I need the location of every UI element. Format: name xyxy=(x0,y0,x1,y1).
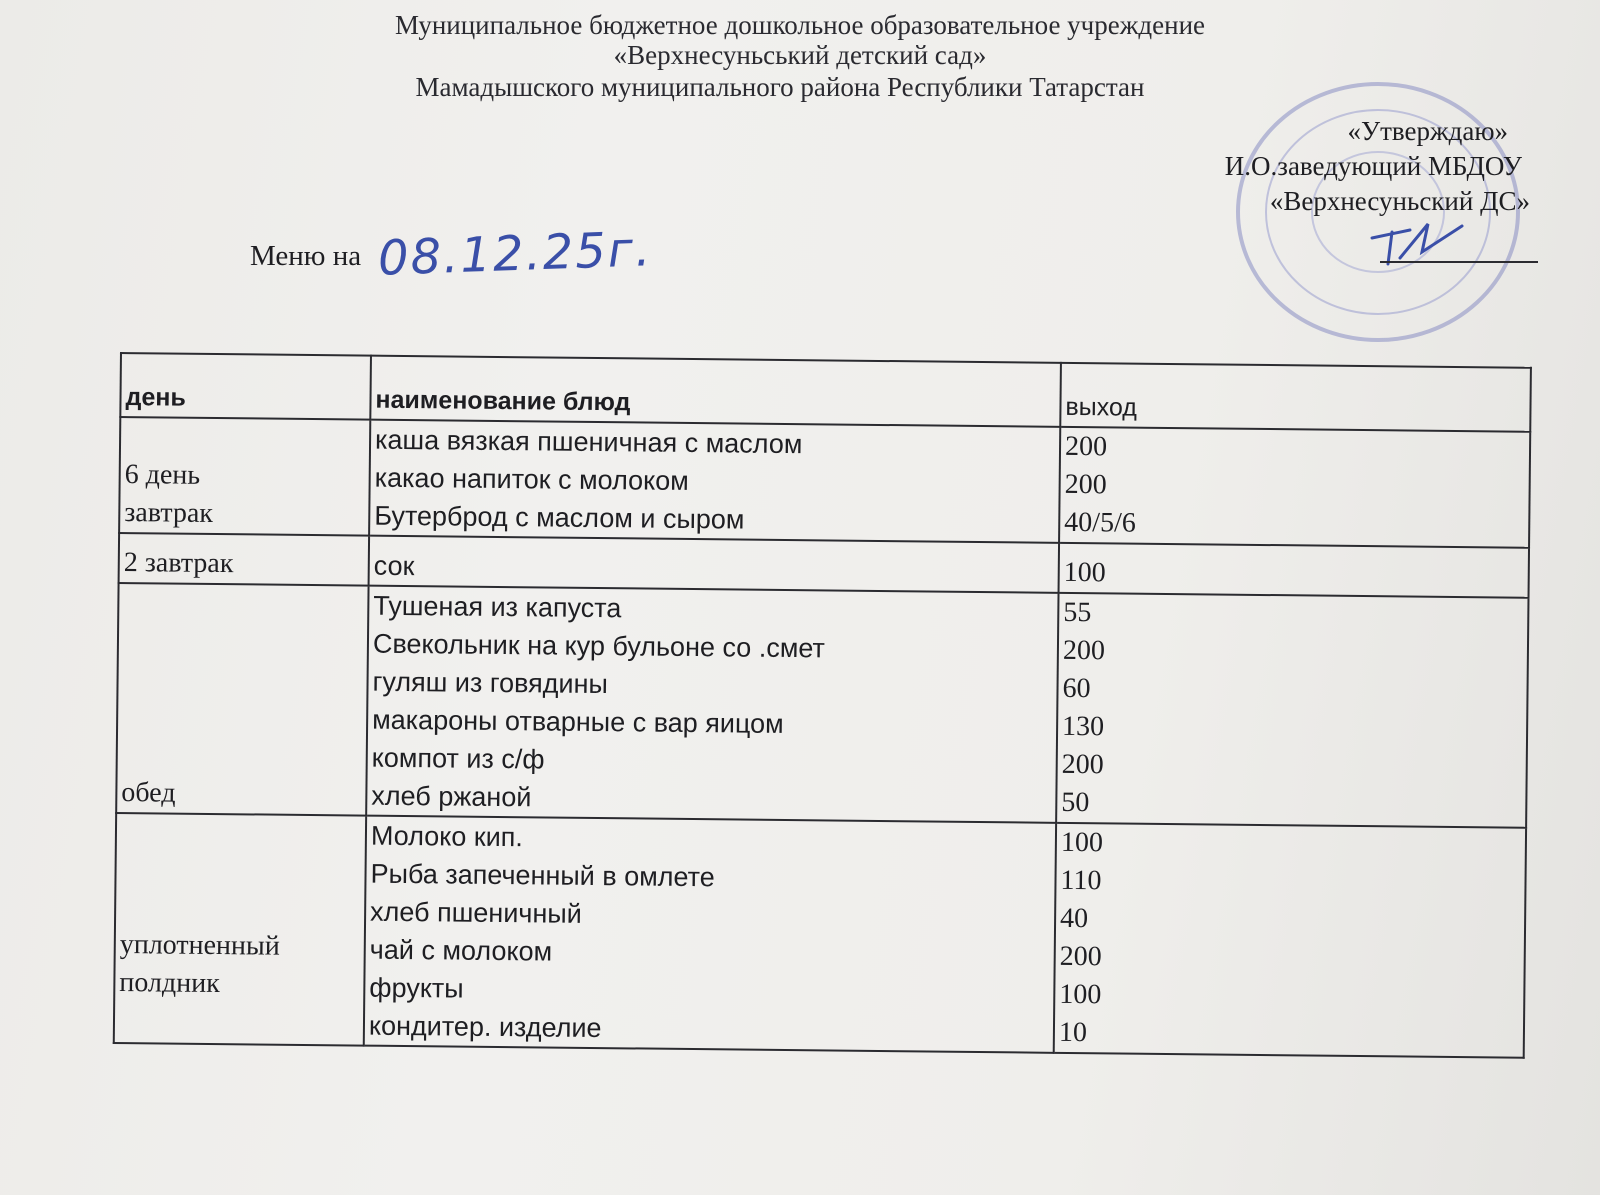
dish-item: фрукты xyxy=(369,972,464,1004)
header-day: день xyxy=(120,353,371,420)
dish-item: чай с молоком xyxy=(369,934,553,967)
day-label: завтрак xyxy=(124,497,214,529)
dish-item: гуляш из говядины xyxy=(372,666,609,700)
approval-line-3: «Верхнесуньский ДС» xyxy=(1269,186,1530,216)
dish-item: кондитер. изделие xyxy=(368,1010,602,1044)
header-output: выход xyxy=(1060,363,1531,432)
output-value: 40/5/6 xyxy=(1064,506,1136,539)
output-value: 200 xyxy=(1061,748,1104,781)
org-title-line-3: Мамадышского муниципального района Республики Татарстан xyxy=(415,72,1145,102)
output-value: 50 xyxy=(1061,786,1090,819)
day-cell xyxy=(114,813,366,1046)
day-cell xyxy=(119,533,370,586)
dish-cell xyxy=(366,586,1058,823)
menu-table xyxy=(113,352,1532,1059)
approval-line-1: «Утверждаю» xyxy=(1347,116,1508,146)
menu-date: 08.12.25г. xyxy=(377,221,654,287)
table-row-breakfast xyxy=(119,417,1530,548)
header-dish: наименование блюд xyxy=(370,356,1061,427)
output-value: 60 xyxy=(1062,672,1091,705)
dish-item: макароны отварные с вар яицом xyxy=(372,704,784,739)
output-value: 100 xyxy=(1063,556,1106,589)
dish-cell xyxy=(364,816,1056,1053)
day-label: обед xyxy=(121,777,176,809)
day-cell xyxy=(116,583,368,816)
output-value: 40 xyxy=(1059,902,1089,935)
dish-item: Молоко кип. xyxy=(370,820,524,853)
output-value: 200 xyxy=(1064,468,1107,501)
day-cell xyxy=(119,417,370,536)
dish-cell xyxy=(369,420,1060,543)
dish-item: хлеб пшеничный xyxy=(369,896,583,929)
output-value: 110 xyxy=(1060,864,1102,897)
dish-item: Свекольник на кур бульоне со .смет xyxy=(372,628,825,664)
day-label: 6 день xyxy=(124,459,201,491)
signature-icon xyxy=(1370,218,1540,278)
dish-item: компот из с/ф xyxy=(371,742,545,775)
dish-item: Бутерброд с маслом и сыром xyxy=(374,500,745,535)
output-value: 100 xyxy=(1059,978,1102,1011)
table-row-afternoon-snack xyxy=(114,813,1526,1058)
dish-item: Тушеная из капуста xyxy=(373,590,622,624)
dish-item: хлеб ржаной xyxy=(371,780,532,813)
table-row-lunch xyxy=(116,583,1528,828)
menu-label: Меню на xyxy=(250,240,362,272)
output-value: 200 xyxy=(1064,430,1108,463)
output-cell xyxy=(1059,427,1530,548)
output-value: 200 xyxy=(1059,940,1102,973)
day-label: уплотненный xyxy=(119,929,280,962)
day-label: 2 завтрак xyxy=(123,547,234,580)
output-cell xyxy=(1056,593,1528,828)
dish-item: какао напиток с молоком xyxy=(374,462,689,496)
org-title-line-1: Муниципальное бюджетное дошкольное образовательное учреждение xyxy=(395,10,1205,40)
output-value: 200 xyxy=(1062,634,1106,667)
output-value: 10 xyxy=(1058,1016,1088,1049)
approval-line-2: И.О.заведующий МБДОУ xyxy=(1224,151,1522,181)
output-cell xyxy=(1054,823,1526,1058)
org-title-line-2: «Верхнесуньський детский сад» xyxy=(613,40,987,70)
dish-item: сок xyxy=(373,550,415,582)
day-label: полдник xyxy=(119,967,220,1000)
dish-item: Рыба запеченный в омлете xyxy=(370,858,715,893)
output-value: 55 xyxy=(1063,596,1092,629)
dish-item: каша вязкая пшеничная с маслом xyxy=(374,424,803,460)
output-value: 100 xyxy=(1060,826,1104,859)
output-cell xyxy=(1059,543,1529,598)
dish-cell xyxy=(369,536,1059,593)
output-value: 130 xyxy=(1061,710,1105,743)
